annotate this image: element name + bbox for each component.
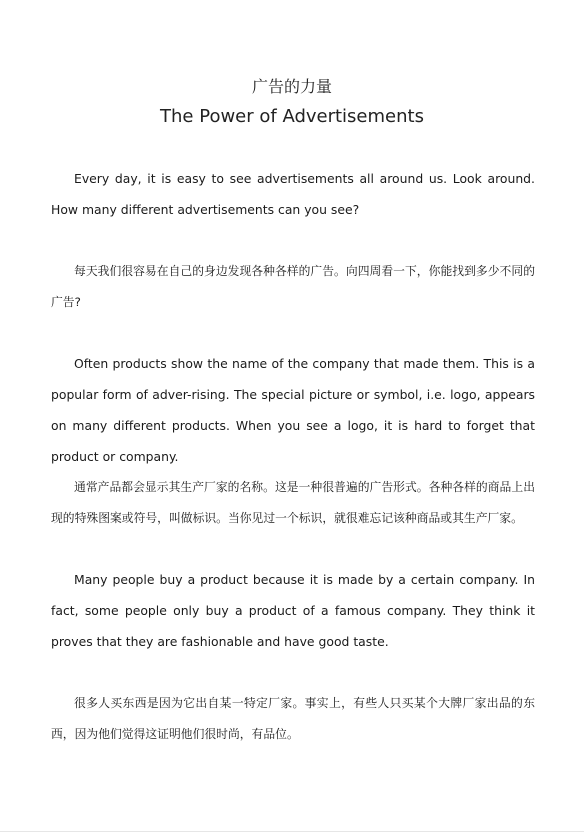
paragraph-english-2: Often products show the name of the company that made them. This is a popular form of adver-rising. The special picture or symbol, i.e. logo, appears on many different products. When you see a logo, it is hard to forget that product or company. [51,356,535,464]
paragraph-chinese-1: 每天我们很容易在自己的身边发现各种各样的广告。向四周看一下，你能找到多少不同的广告? [51,264,535,309]
paragraph-chinese-3: 很多人买东西是因为它出自某一特定厂家。事实上，有些人只买某个大牌厂家出品的东西，因为他们觉得这证明他们很时尚，有品位。 [51,696,535,741]
paragraph-chinese-2: 通常产品都会显示其生产厂家的名称。这是一种很普遍的广告形式。各种各样的商品上出现的特殊图案或符号，叫做标识。当你见过一个标识，就很难忘记该种商品或其生产厂家。 [51,480,535,525]
paragraph-english-3: Many people buy a product because it is made by a certain company. In fact, some people only buy a product of a famous company. They think it proves that they are fashionable and have good taste. [51,572,535,649]
document-title-chinese: 广告的力量 [251,77,332,96]
document-title-english: The Power of Advertisements [160,106,424,127]
paragraph-english-1: Every day, it is easy to see advertisements all around us. Look around. How many different advertisements can you see? [51,171,535,217]
